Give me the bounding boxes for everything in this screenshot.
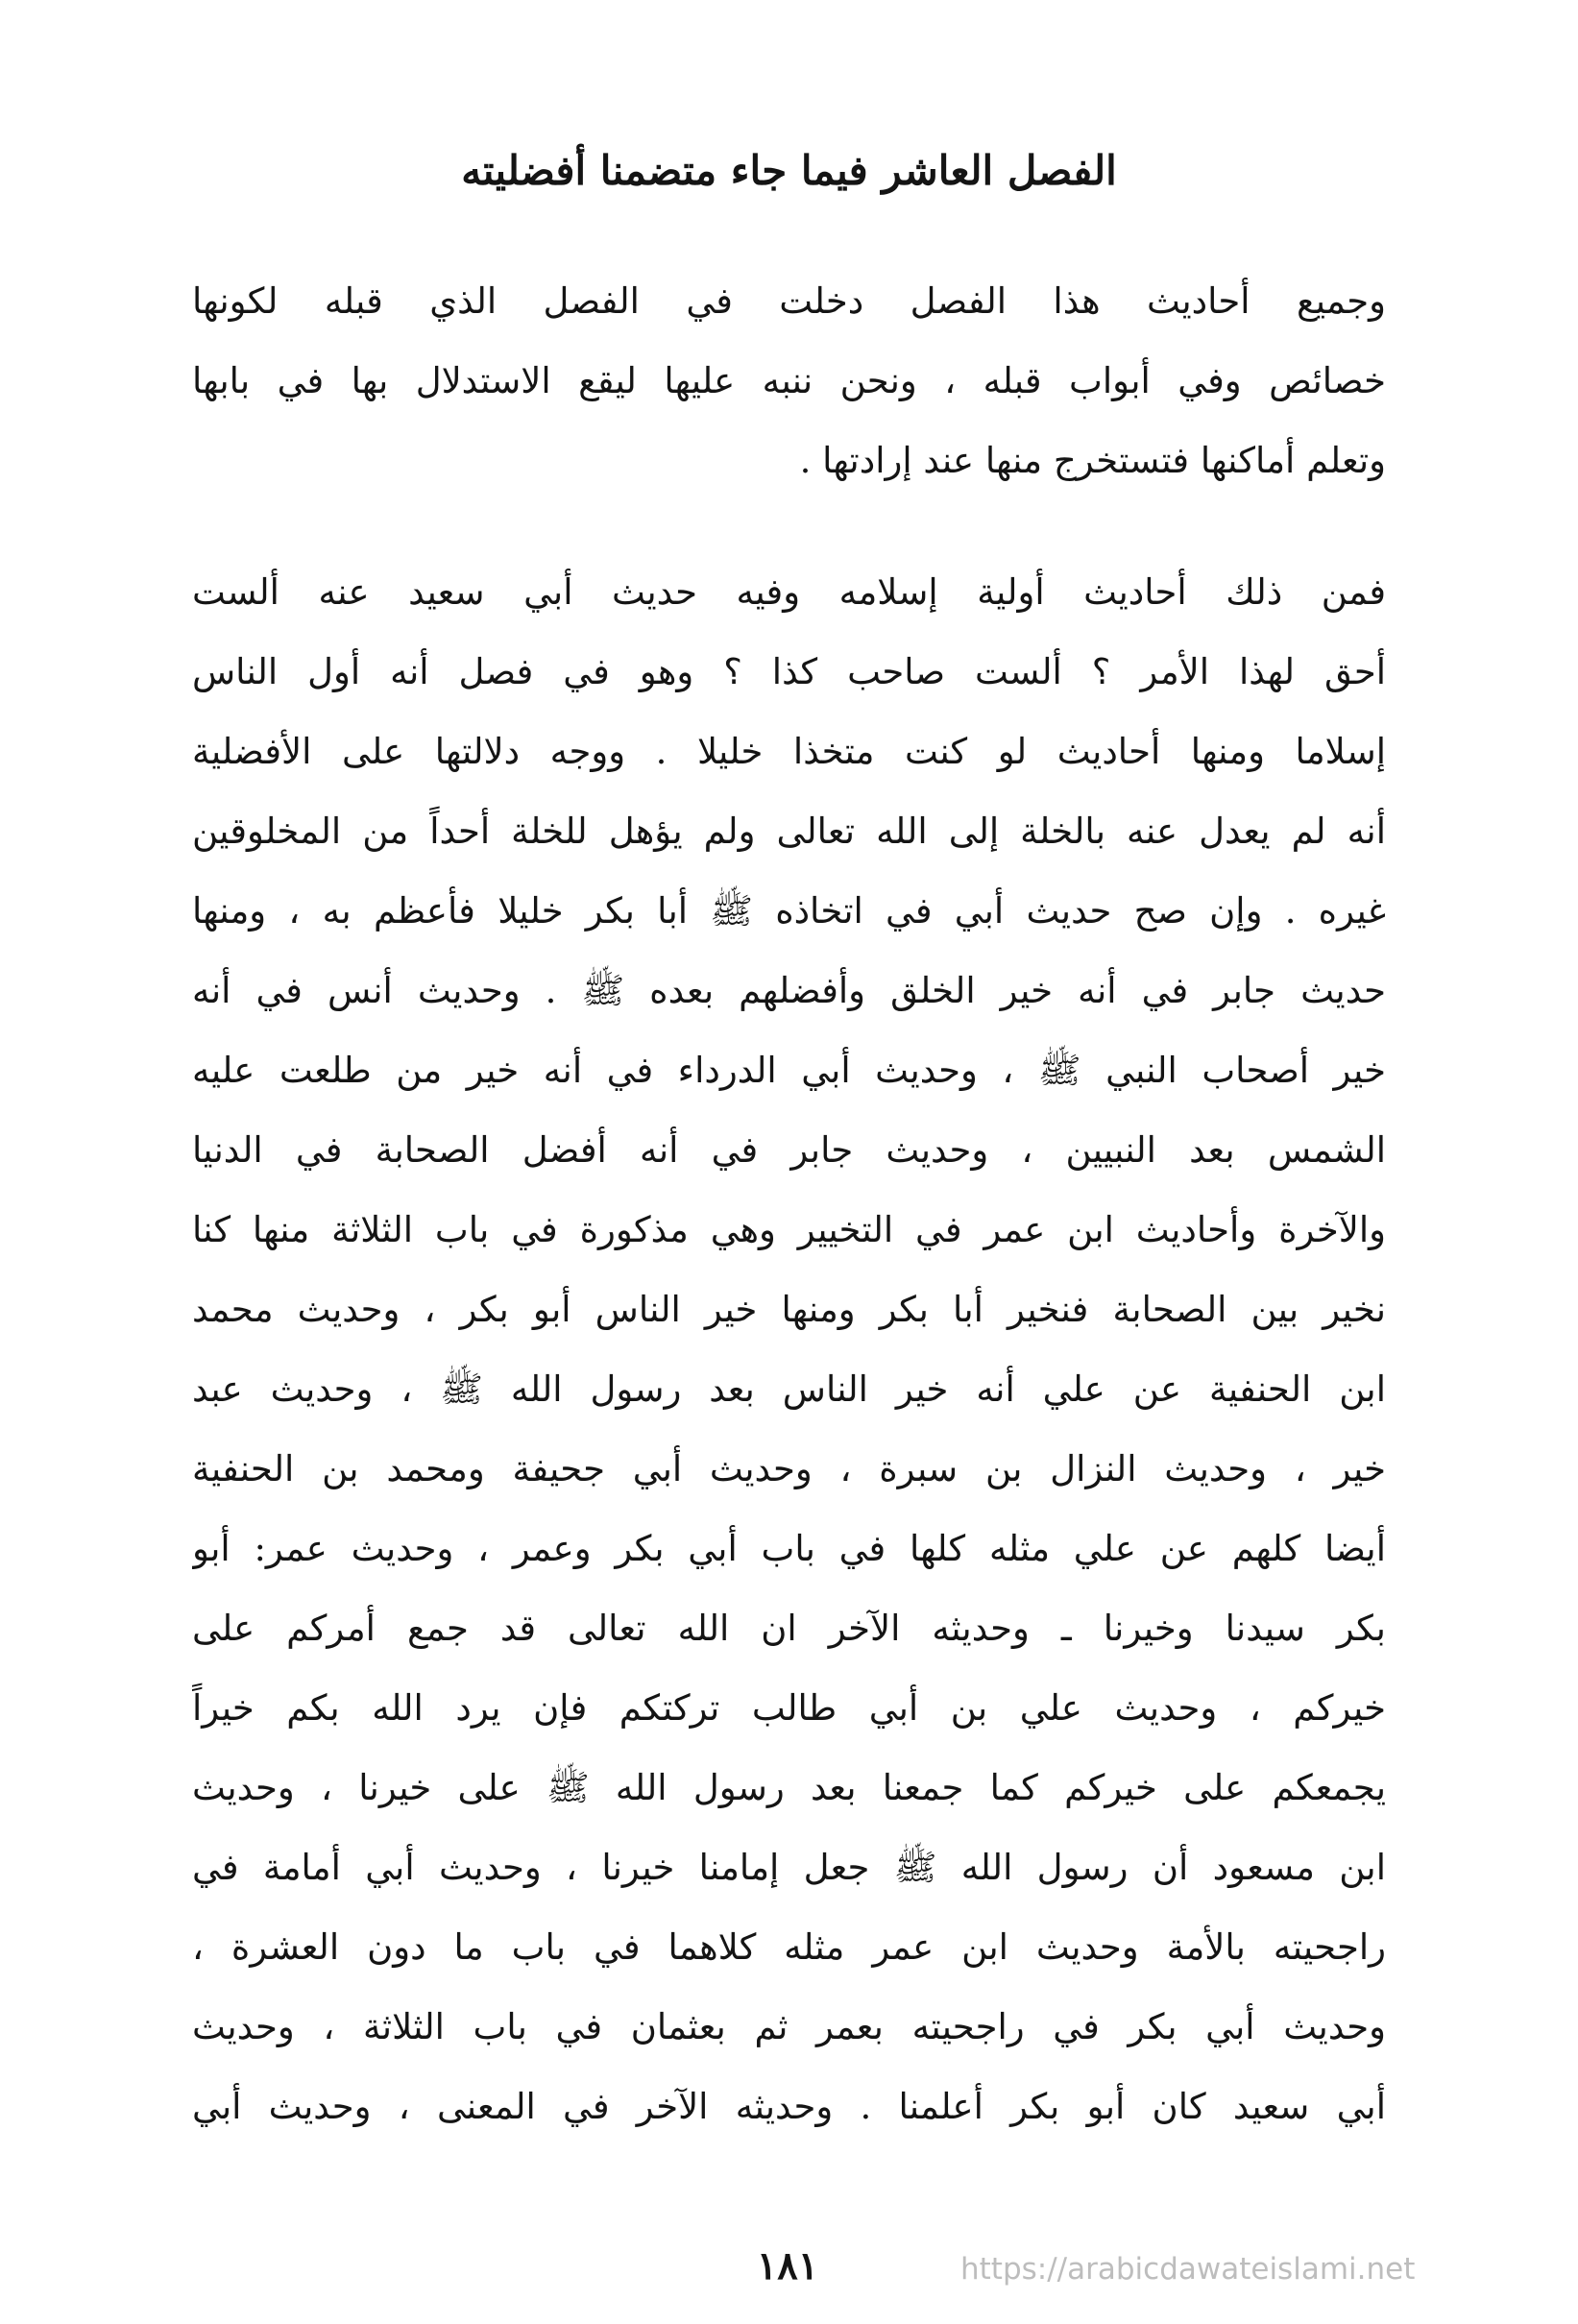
text-line: أبي سعيد كان أبو بكر أعلمنا . وحديثه الآخر في المعنى ، وحديث أبي <box>192 2086 1386 2127</box>
text-line: غيره . وإن صح حديث أبي في اتخاذه ﷺ أبا بكر خليلا فأعظم به ، ومنها <box>192 890 1386 932</box>
text-line: بكر سيدنا وخيرنا ـ وحديثه الآخر ان الله تعالى قد جمع أمركم على <box>192 1608 1386 1649</box>
text-line: ابن الحنفية عن علي أنه خير الناس بعد رسول الله ﷺ ، وحديث عبد <box>192 1368 1386 1410</box>
chapter-title: الفصل العاشر فيما جاء متضمنا أفضليته <box>461 147 1117 194</box>
text-line: نخير بين الصحابة فنخير أبا بكر ومنها خير الناس أبو بكر ، وحديث محمد <box>192 1289 1386 1330</box>
text-line: خيركم ، وحديث علي بن أبي طالب تركتكم فإن يرد الله بكم خيراً <box>192 1687 1386 1729</box>
text-line: يجمعكم على خيركم كما جمعنا بعد رسول الله ﷺ على خيرنا ، وحديث <box>192 1767 1386 1808</box>
text-line: أيضا كلهم عن علي مثله كلها في باب أبي بكر وعمر ، وحديث عمر: أبو <box>192 1528 1386 1569</box>
watermark-url: https://arabicdawateislami.net <box>960 2252 1416 2287</box>
text-line: راجحيته بالأمة وحديث ابن عمر مثله كلاهما في باب ما دون العشرة ، <box>192 1926 1386 1968</box>
paragraph-1 <box>192 261 1386 500</box>
text-line: فمن ذلك أحاديث أولية إسلامه وفيه حديث أبي سعيد عنه ألست <box>192 571 1386 613</box>
text-line: خصائص وفي أبواب قبله ، ونحن ننبه عليها ليقع الاستدلال بها في بابها <box>192 360 1386 401</box>
text-line: ابن مسعود أن رسول الله ﷺ جعل إمامنا خيرنا ، وحديث أبي أمامة في <box>192 1847 1386 1888</box>
text-line: وحديث أبي بكر في راجحيته بعمر ثم بعثمان في باب الثلاثة ، وحديث <box>192 2006 1386 2047</box>
text-line: وجميع أحاديث هذا الفصل دخلت في الفصل الذي قبله لكونها <box>192 280 1386 322</box>
text-line: حديث جابر في أنه خير الخلق وأفضلهم بعده ﷺ . وحديث أنس في أنه <box>192 970 1386 1011</box>
text-line: الشمس بعد النبيين ، وحديث جابر في أنه أفضل الصحابة في الدنيا <box>192 1129 1386 1171</box>
paragraph-2 <box>192 552 1386 2146</box>
page-number: ١٨١ <box>756 2243 819 2288</box>
text-line: أحق لهذا الأمر ؟ ألست صاحب كذا ؟ وهو في فصل أنه أول الناس <box>192 651 1386 692</box>
text-line: خير أصحاب النبي ﷺ ، وحديث أبي الدرداء في أنه خير من طلعت عليه <box>192 1050 1386 1091</box>
text-line: أنه لم يعدل عنه بالخلة إلى الله تعالى ولم يؤهل للخلة أحداً من المخلوقين <box>192 811 1386 852</box>
text-line: خير ، وحديث النزال بن سبرة ، وحديث أبي جحيفة ومحمد بن الحنفية <box>192 1448 1386 1489</box>
text-line: إسلاما ومنها أحاديث لو كنت متخذا خليلا . ووجه دلالتها على الأفضلية <box>192 731 1386 772</box>
text-line: والآخرة وأحاديث ابن عمر في التخيير وهي مذكورة في باب الثلاثة منها كنا <box>192 1209 1386 1250</box>
text-line: وتعلم أماكنها فتستخرج منها عند إرادتها . <box>799 440 1386 481</box>
